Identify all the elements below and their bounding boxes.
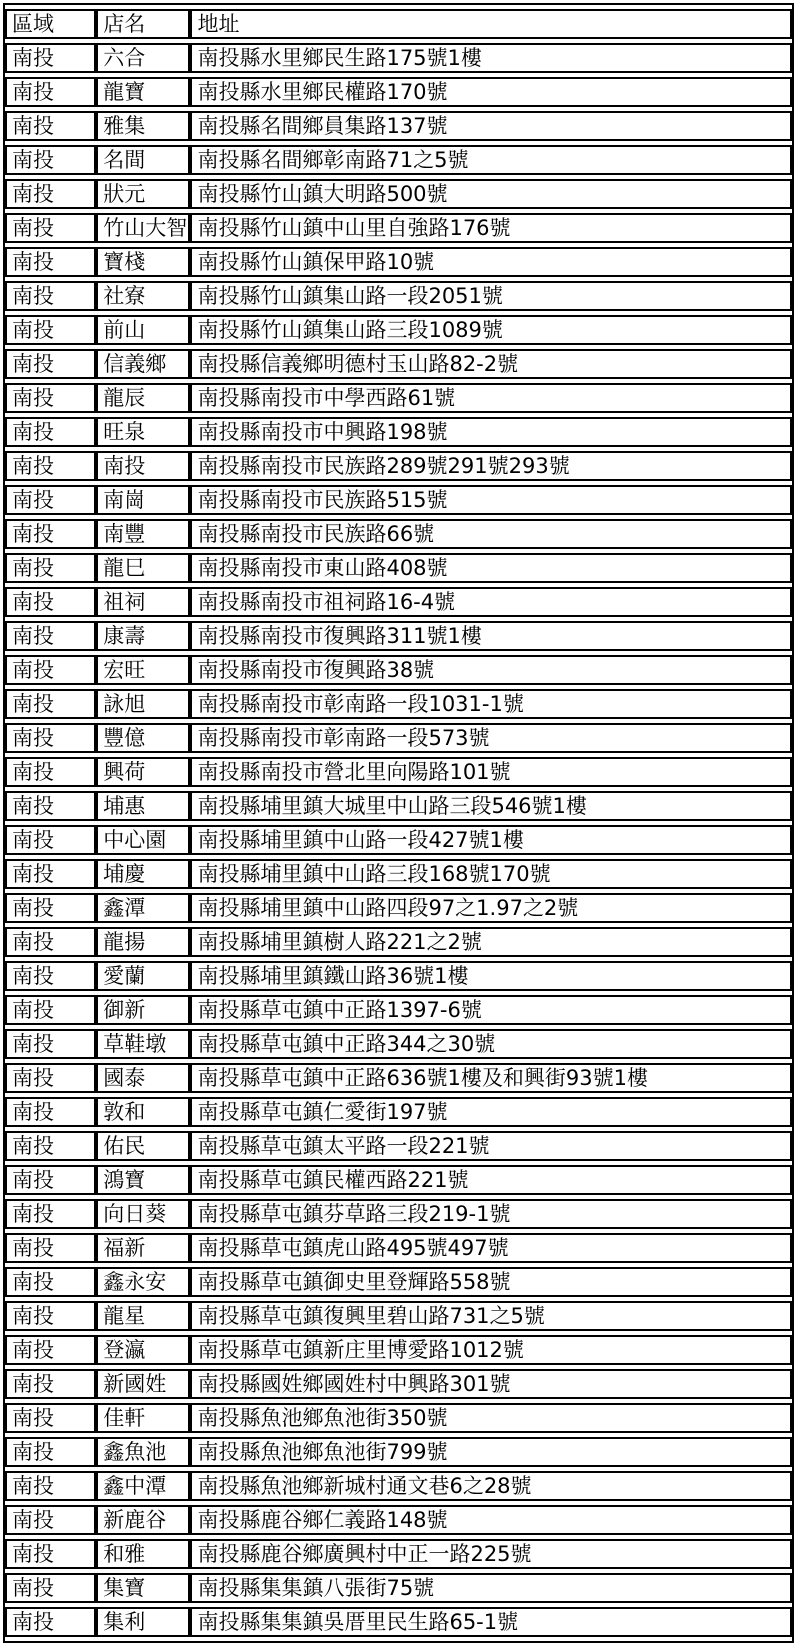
- cell-store-name: 龍巳: [96, 553, 190, 583]
- cell-region: 南投: [5, 1029, 96, 1059]
- cell-store-name: 登瀛: [96, 1335, 190, 1365]
- cell-store-name: 新鹿谷: [96, 1505, 190, 1535]
- cell-store-name: 社寮: [96, 281, 190, 311]
- table-row: [5, 689, 792, 719]
- cell-store-name: 草鞋墩: [96, 1029, 190, 1059]
- cell-store-name: 佳軒: [96, 1403, 190, 1433]
- cell-address: 南投縣埔里鎮中山路四段97之1.97之2號: [190, 893, 792, 923]
- table-row: [5, 1369, 792, 1399]
- cell-address: 南投縣南投市營北里向陽路101號: [190, 757, 792, 787]
- cell-address: 南投縣埔里鎮大城里中山路三段546號1樓: [190, 791, 792, 821]
- cell-address: 南投縣集集鎮吳厝里民生路65-1號: [190, 1607, 792, 1637]
- cell-region: 南投: [5, 961, 96, 991]
- cell-region: 南投: [5, 77, 96, 107]
- table-row: [5, 791, 792, 821]
- cell-store-name: 敦和: [96, 1097, 190, 1127]
- table-row: [5, 961, 792, 991]
- cell-region: 南投: [5, 689, 96, 719]
- cell-address: 南投縣草屯鎮中正路344之30號: [190, 1029, 792, 1059]
- table-row: [5, 43, 792, 73]
- cell-region: 南投: [5, 1063, 96, 1093]
- cell-region: 南投: [5, 1471, 96, 1501]
- cell-store-name: 康壽: [96, 621, 190, 651]
- cell-address: 南投縣竹山鎮集山路一段2051號: [190, 281, 792, 311]
- cell-address: 南投縣南投市民族路289號291號293號: [190, 451, 792, 481]
- cell-store-name: 佑民: [96, 1131, 190, 1161]
- table-row: [5, 315, 792, 345]
- cell-address: 南投縣水里鄉民權路170號: [190, 77, 792, 107]
- cell-region: 南投: [5, 383, 96, 413]
- table-row: [5, 1267, 792, 1297]
- cell-address: 南投縣水里鄉民生路175號1樓: [190, 43, 792, 73]
- cell-address: 南投縣南投市復興路311號1樓: [190, 621, 792, 651]
- cell-address: 南投縣南投市民族路66號: [190, 519, 792, 549]
- header-address: 地址: [190, 9, 792, 39]
- table-row: [5, 417, 792, 447]
- cell-store-name: 龍辰: [96, 383, 190, 413]
- cell-address: 南投縣南投市彰南路一段573號: [190, 723, 792, 753]
- cell-address: 南投縣埔里鎮鐵山路36號1樓: [190, 961, 792, 991]
- cell-address: 南投縣草屯鎮御史里登輝路558號: [190, 1267, 792, 1297]
- cell-address: 南投縣信義鄉明德村玉山路82-2號: [190, 349, 792, 379]
- cell-region: 南投: [5, 553, 96, 583]
- cell-store-name: 龍星: [96, 1301, 190, 1331]
- cell-region: 南投: [5, 859, 96, 889]
- table-row: [5, 1301, 792, 1331]
- table-row: [5, 825, 792, 855]
- cell-region: 南投: [5, 757, 96, 787]
- table-row: [5, 1029, 792, 1059]
- header-store-name: 店名: [96, 9, 190, 39]
- table-row: [5, 111, 792, 141]
- cell-address: 南投縣竹山鎮集山路三段1089號: [190, 315, 792, 345]
- cell-region: 南投: [5, 1607, 96, 1637]
- table-row: [5, 1505, 792, 1535]
- table-row: [5, 1063, 792, 1093]
- cell-region: 南投: [5, 1301, 96, 1331]
- table-row: [5, 1131, 792, 1161]
- cell-store-name: 宏旺: [96, 655, 190, 685]
- header-row: [5, 9, 792, 39]
- cell-region: 南投: [5, 791, 96, 821]
- cell-region: 南投: [5, 247, 96, 277]
- cell-region: 南投: [5, 621, 96, 651]
- cell-address: 南投縣草屯鎮復興里碧山路731之5號: [190, 1301, 792, 1331]
- table-row: [5, 1199, 792, 1229]
- cell-store-name: 南投: [96, 451, 190, 481]
- cell-store-name: 鑫潭: [96, 893, 190, 923]
- cell-region: 南投: [5, 519, 96, 549]
- table-row: [5, 383, 792, 413]
- cell-region: 南投: [5, 349, 96, 379]
- table-row: [5, 1233, 792, 1263]
- cell-store-name: 向日葵: [96, 1199, 190, 1229]
- table-row: [5, 893, 792, 923]
- cell-store-name: 狀元: [96, 179, 190, 209]
- cell-region: 南投: [5, 723, 96, 753]
- cell-store-name: 六合: [96, 43, 190, 73]
- table-row: [5, 77, 792, 107]
- cell-region: 南投: [5, 927, 96, 957]
- cell-store-name: 新國姓: [96, 1369, 190, 1399]
- cell-address: 南投縣集集鎮八張街75號: [190, 1573, 792, 1603]
- cell-address: 南投縣埔里鎮中山路三段168號170號: [190, 859, 792, 889]
- cell-region: 南投: [5, 145, 96, 175]
- cell-address: 南投縣埔里鎮樹人路221之2號: [190, 927, 792, 957]
- cell-region: 南投: [5, 451, 96, 481]
- cell-store-name: 旺泉: [96, 417, 190, 447]
- cell-region: 南投: [5, 213, 96, 243]
- cell-address: 南投縣鹿谷鄉仁義路148號: [190, 1505, 792, 1535]
- cell-region: 南投: [5, 417, 96, 447]
- table-row: [5, 1573, 792, 1603]
- cell-region: 南投: [5, 825, 96, 855]
- cell-region: 南投: [5, 1267, 96, 1297]
- store-table: [3, 3, 794, 1643]
- cell-address: 南投縣草屯鎮新庄里博愛路1012號: [190, 1335, 792, 1365]
- cell-address: 南投縣竹山鎮保甲路10號: [190, 247, 792, 277]
- cell-address: 南投縣南投市中學西路61號: [190, 383, 792, 413]
- table-row: [5, 757, 792, 787]
- cell-store-name: 集利: [96, 1607, 190, 1637]
- cell-store-name: 御新: [96, 995, 190, 1025]
- table-row: [5, 1335, 792, 1365]
- cell-address: 南投縣鹿谷鄉廣興村中正一路225號: [190, 1539, 792, 1569]
- cell-region: 南投: [5, 893, 96, 923]
- cell-address: 南投縣南投市中興路198號: [190, 417, 792, 447]
- table-row: [5, 1471, 792, 1501]
- table-row: [5, 621, 792, 651]
- cell-address: 南投縣草屯鎮仁愛街197號: [190, 1097, 792, 1127]
- cell-address: 南投縣魚池鄉魚池街799號: [190, 1437, 792, 1467]
- cell-store-name: 鑫魚池: [96, 1437, 190, 1467]
- cell-store-name: 前山: [96, 315, 190, 345]
- cell-store-name: 鑫中潭: [96, 1471, 190, 1501]
- table-row: [5, 1607, 792, 1637]
- cell-region: 南投: [5, 179, 96, 209]
- cell-store-name: 國泰: [96, 1063, 190, 1093]
- table-row: [5, 1165, 792, 1195]
- cell-address: 南投縣草屯鎮中正路636號1樓及和興街93號1樓: [190, 1063, 792, 1093]
- cell-address: 南投縣魚池鄉新城村通文巷6之28號: [190, 1471, 792, 1501]
- cell-region: 南投: [5, 1199, 96, 1229]
- cell-address: 南投縣國姓鄉國姓村中興路301號: [190, 1369, 792, 1399]
- cell-store-name: 詠旭: [96, 689, 190, 719]
- table-row: [5, 281, 792, 311]
- cell-store-name: 龍寶: [96, 77, 190, 107]
- table-row: [5, 723, 792, 753]
- cell-region: 南投: [5, 1573, 96, 1603]
- table-row: [5, 587, 792, 617]
- cell-store-name: 南豐: [96, 519, 190, 549]
- cell-region: 南投: [5, 1539, 96, 1569]
- table-row: [5, 927, 792, 957]
- cell-region: 南投: [5, 1437, 96, 1467]
- cell-region: 南投: [5, 315, 96, 345]
- cell-store-name: 福新: [96, 1233, 190, 1263]
- table-row: [5, 247, 792, 277]
- table-row: [5, 859, 792, 889]
- cell-store-name: 埔慶: [96, 859, 190, 889]
- table-row: [5, 1539, 792, 1569]
- cell-address: 南投縣名間鄉彰南路71之5號: [190, 145, 792, 175]
- cell-region: 南投: [5, 485, 96, 515]
- cell-store-name: 南崗: [96, 485, 190, 515]
- table-row: [5, 349, 792, 379]
- cell-region: 南投: [5, 995, 96, 1025]
- cell-store-name: 寶棧: [96, 247, 190, 277]
- cell-address: 南投縣南投市民族路515號: [190, 485, 792, 515]
- table-row: [5, 655, 792, 685]
- cell-region: 南投: [5, 1369, 96, 1399]
- cell-region: 南投: [5, 111, 96, 141]
- cell-address: 南投縣草屯鎮芬草路三段219-1號: [190, 1199, 792, 1229]
- cell-address: 南投縣竹山鎮大明路500號: [190, 179, 792, 209]
- table-row: [5, 519, 792, 549]
- table-row: [5, 213, 792, 243]
- cell-address: 南投縣埔里鎮中山路一段427號1樓: [190, 825, 792, 855]
- cell-address: 南投縣草屯鎮虎山路495號497號: [190, 1233, 792, 1263]
- cell-region: 南投: [5, 587, 96, 617]
- table-row: [5, 995, 792, 1025]
- cell-store-name: 中心園: [96, 825, 190, 855]
- cell-region: 南投: [5, 655, 96, 685]
- cell-region: 南投: [5, 1131, 96, 1161]
- cell-store-name: 埔惠: [96, 791, 190, 821]
- cell-address: 南投縣南投市祖祠路16-4號: [190, 587, 792, 617]
- cell-address: 南投縣名間鄉員集路137號: [190, 111, 792, 141]
- cell-address: 南投縣草屯鎮太平路一段221號: [190, 1131, 792, 1161]
- cell-store-name: 鑫永安: [96, 1267, 190, 1297]
- table-row: [5, 553, 792, 583]
- table-row: [5, 1437, 792, 1467]
- cell-store-name: 竹山大智: [96, 213, 190, 243]
- table-row: [5, 1097, 792, 1127]
- cell-region: 南投: [5, 1233, 96, 1263]
- cell-store-name: 豐億: [96, 723, 190, 753]
- cell-address: 南投縣南投市東山路408號: [190, 553, 792, 583]
- cell-store-name: 集寶: [96, 1573, 190, 1603]
- cell-store-name: 信義鄉: [96, 349, 190, 379]
- table-row: [5, 145, 792, 175]
- cell-region: 南投: [5, 1335, 96, 1365]
- table-row: [5, 179, 792, 209]
- table-row: [5, 485, 792, 515]
- table-row: [5, 451, 792, 481]
- cell-store-name: 愛蘭: [96, 961, 190, 991]
- header-region: 區域: [5, 9, 96, 39]
- cell-store-name: 鴻寶: [96, 1165, 190, 1195]
- cell-store-name: 和雅: [96, 1539, 190, 1569]
- cell-address: 南投縣魚池鄉魚池街350號: [190, 1403, 792, 1433]
- cell-region: 南投: [5, 1505, 96, 1535]
- cell-store-name: 名間: [96, 145, 190, 175]
- cell-address: 南投縣南投市復興路38號: [190, 655, 792, 685]
- cell-address: 南投縣竹山鎮中山里自強路176號: [190, 213, 792, 243]
- cell-store-name: 龍揚: [96, 927, 190, 957]
- cell-region: 南投: [5, 1403, 96, 1433]
- cell-region: 南投: [5, 43, 96, 73]
- cell-region: 南投: [5, 1097, 96, 1127]
- cell-address: 南投縣草屯鎮中正路1397-6號: [190, 995, 792, 1025]
- cell-region: 南投: [5, 1165, 96, 1195]
- cell-store-name: 祖祠: [96, 587, 190, 617]
- cell-address: 南投縣南投市彰南路一段1031-1號: [190, 689, 792, 719]
- cell-store-name: 興荷: [96, 757, 190, 787]
- cell-store-name: 雅集: [96, 111, 190, 141]
- cell-region: 南投: [5, 281, 96, 311]
- table-row: [5, 1403, 792, 1433]
- cell-address: 南投縣草屯鎮民權西路221號: [190, 1165, 792, 1195]
